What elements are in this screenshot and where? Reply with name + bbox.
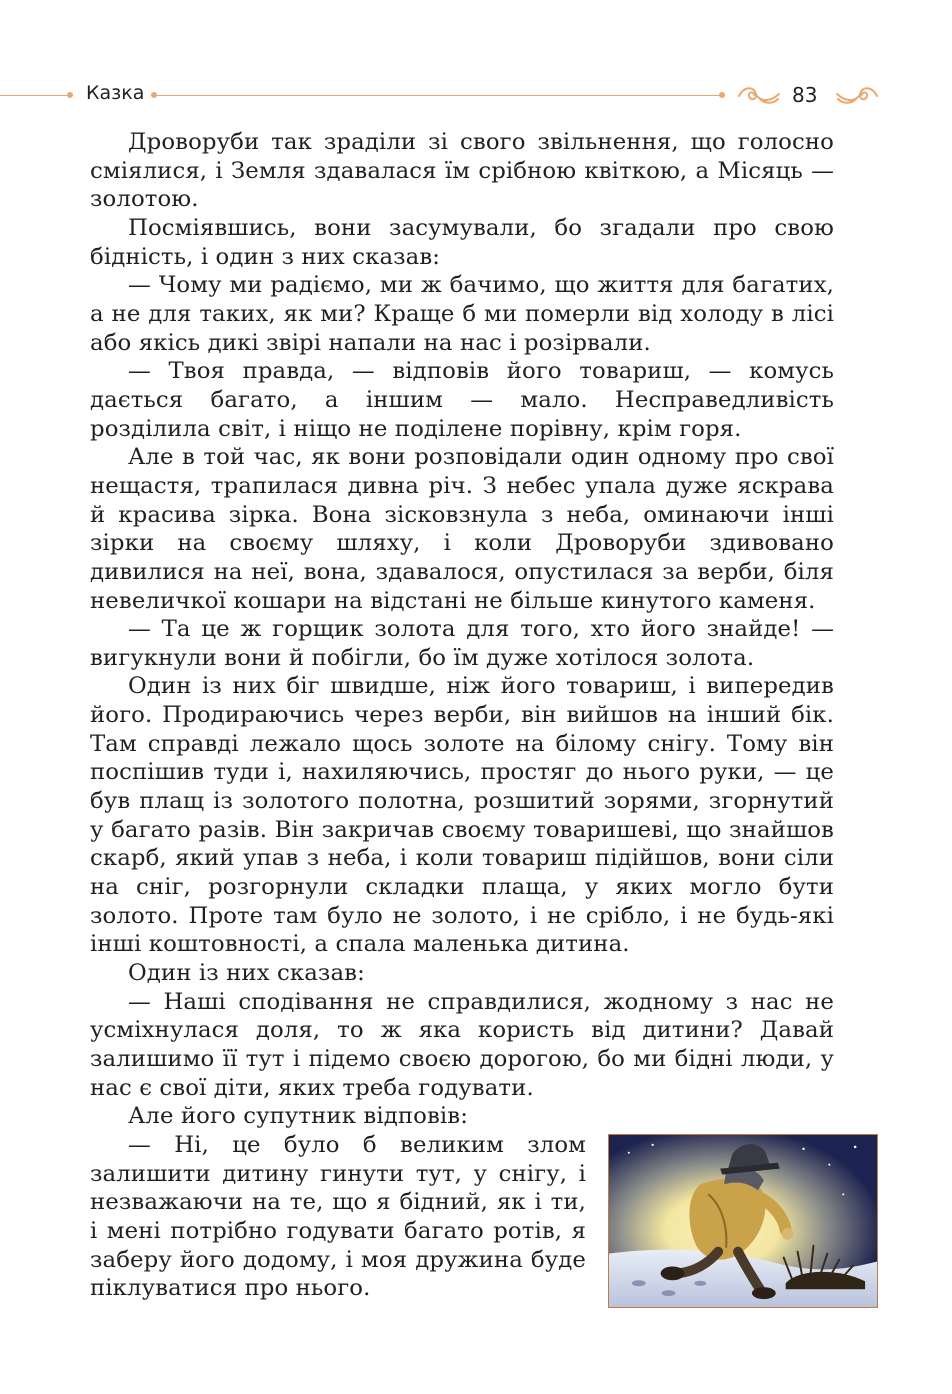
section-title: Казка xyxy=(86,82,145,104)
paragraph: — Та це ж горщик золота для того, хто його знайде! — вигукнули вони й побігли, бо їм дуже хотілося золота. xyxy=(90,616,834,671)
illustration-art xyxy=(609,1135,877,1307)
paragraph: — Ні, це було б великим злом залишити дитину гинути тут, у снігу, і незважаючи на те, що я бідний, як і ти, і мені потрібно годувати багато ротів, я заберу його додому, і моя дружина буде піклуватися про нього. xyxy=(90,1131,586,1302)
paragraph: Але в той час, як вони розповідали один одному про свої нещастя, трапилася дивна річ. З небес упала дуже яскрава й красива зірка. Вона зісковзнула з неба, оминаючи інші зірки на своєму шляху, і коли Дроворуби здивовано дивилися на неї, вона, здавалося, опустилася за верби, біля невеличкої кошари на відстані не більше кинутого каменя. xyxy=(90,444,834,614)
paragraph: Дроворуби так зраділи зі свого звільнення, що голосно сміялися, і Земля здавалася їм срібною квіткою, а Місяць — золотою. xyxy=(90,129,834,213)
paragraph: — Чому ми радіємо, ми ж бачимо, що життя для багатих, а не для таких, як ми? Краще б ми померли від холоду в лісі або якісь дикі звірі напали на нас і розірвали. xyxy=(90,272,834,356)
header-rule-left xyxy=(0,95,68,96)
header-dot xyxy=(67,92,73,98)
woodcutter-running-in-snow-illustration xyxy=(608,1134,878,1308)
paragraph: Один із них біг швидше, ніж його товариш, і випередив його. Продираючись через верби, він вийшов на інший бік. Там справді лежало щось золоте на білому снігу. Тому він поспішив туди і, нахиляючись, простяг до нього руки, — це був плащ із золотого полотна, розшитий зорями, згорнутий у багато разів. Він закричав своєму товаришеві, що знайшов скарб, який упав з неба, і коли товариш підійшов, вони сіли на сніг, розгорнули складки плаща, у яких могло бути золото. Проте там було не золото, і не срібло, і не будь-які інші коштовності, а спала маленька дитина. xyxy=(90,673,834,958)
scroll-flourish-icon xyxy=(736,82,782,108)
paragraph: — Твоя правда, — відповів його товариш, — комусь дається багато, а іншим — мало. Несправедливість розділила світ, і ніщо не поділене порівну, крім горя. xyxy=(90,358,834,442)
page-number: 83 xyxy=(792,83,818,107)
running-header xyxy=(0,76,952,116)
paragraph: Посміявшись, вони засумували, бо згадали про свою бідність, і один з них сказав: xyxy=(90,214,834,270)
story-text xyxy=(90,128,834,1303)
paragraph: Але його супутник відповів: xyxy=(128,1103,469,1130)
header-rule-middle xyxy=(156,95,722,96)
scroll-flourish-icon xyxy=(834,82,880,108)
paragraph: Один із них сказав: xyxy=(128,960,365,987)
paragraph: — Наші сподівання не справдилися, жодному з нас не усміхнулася доля, то ж яка користь від дитини? Давай залишимо її тут і підемо своєю дорогою, бо ми бідні люди, у нас є свої діти, яких треба годувати. xyxy=(90,988,834,1101)
header-dot xyxy=(719,92,725,98)
